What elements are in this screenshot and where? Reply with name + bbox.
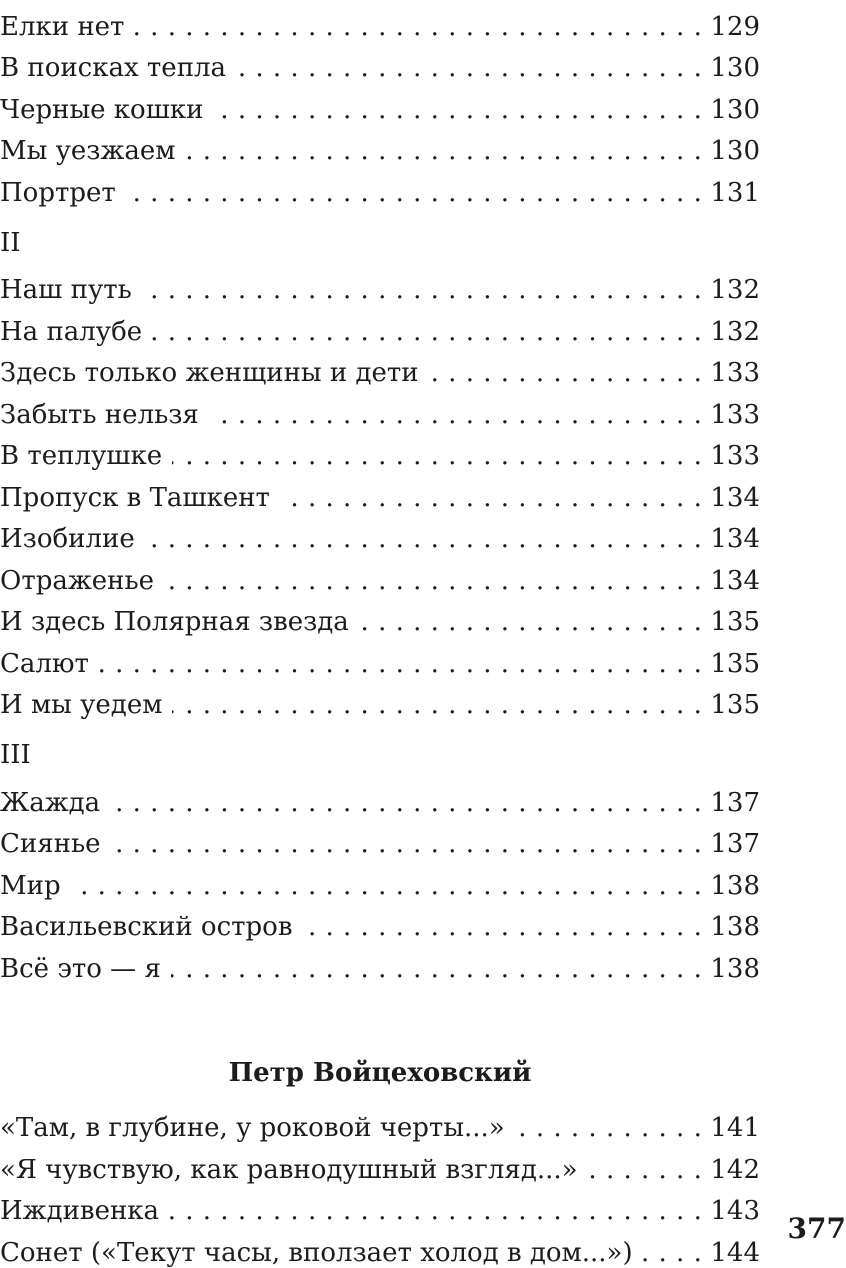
dot-leader xyxy=(302,912,702,942)
toc-entry-title: Мы уезжаем xyxy=(0,136,185,166)
toc-entry-page: 130 xyxy=(702,136,760,166)
toc-entry-title: Отраженье xyxy=(0,566,164,596)
toc-entry-title: Мир xyxy=(0,871,71,901)
toc-entry-page: 144 xyxy=(702,1238,760,1268)
toc-entry-page: 138 xyxy=(702,912,760,942)
toc-entry-page: 134 xyxy=(702,566,760,596)
toc-entry xyxy=(0,942,760,984)
toc-entry xyxy=(0,166,760,208)
toc-entry-page: 137 xyxy=(702,829,760,859)
dot-leader xyxy=(71,871,703,901)
dot-leader xyxy=(280,483,702,513)
dot-leader xyxy=(172,690,702,720)
toc-section xyxy=(0,720,760,984)
toc-entry-title: Сиянье xyxy=(0,829,111,859)
page-number: 377 xyxy=(787,1212,846,1245)
toc-entry-title: Салют xyxy=(0,649,99,679)
dot-leader xyxy=(172,441,702,471)
dot-leader xyxy=(99,649,702,679)
toc-entry xyxy=(0,264,760,306)
dot-leader xyxy=(643,1238,703,1268)
dot-leader xyxy=(209,400,703,430)
toc-section xyxy=(0,208,760,721)
toc-entry-page: 132 xyxy=(702,317,760,347)
dot-leader xyxy=(126,178,703,208)
toc-entry-page: 143 xyxy=(702,1196,760,1226)
toc-entry-page: 138 xyxy=(702,871,760,901)
toc-entry-page: 131 xyxy=(702,178,760,208)
toc-entry-title: Черные кошки xyxy=(0,95,213,125)
dot-leader xyxy=(515,1113,703,1143)
toc-entry-title: Васильевский остров xyxy=(0,912,302,942)
toc-entry-page: 130 xyxy=(702,95,760,125)
toc-entry xyxy=(0,776,760,818)
dot-leader xyxy=(236,53,702,83)
toc-entry-page: 142 xyxy=(702,1155,760,1185)
toc-entry-title: Портрет xyxy=(0,178,126,208)
toc-entry xyxy=(0,901,760,943)
dot-leader xyxy=(359,607,703,637)
toc-entry-title: Наш путь xyxy=(0,275,142,305)
toc-entry-title: «Я чувствую, как равнодушный взгляд...» xyxy=(0,1155,588,1185)
toc-entry-page: 129 xyxy=(702,12,760,42)
toc-entry-page: 135 xyxy=(702,607,760,637)
toc-entry xyxy=(0,347,760,389)
dot-leader xyxy=(152,317,702,347)
toc-entry xyxy=(0,83,760,125)
dot-leader xyxy=(213,95,702,125)
toc-entry-page: 135 xyxy=(702,649,760,679)
toc-entry-title: Елки нет xyxy=(0,12,134,42)
toc-entry xyxy=(0,1143,760,1185)
section-heading: III xyxy=(0,740,31,770)
author-name: Петр Войцеховский xyxy=(228,1057,532,1088)
toc-entry-page: 137 xyxy=(702,788,760,818)
toc-entry xyxy=(0,430,760,472)
dot-leader xyxy=(185,136,702,166)
toc-entry-title: «Там, в глубине, у роковой черты...» xyxy=(0,1113,515,1143)
dot-leader xyxy=(145,524,703,554)
toc-entry-title: Здесь только женщины и дети xyxy=(0,358,429,388)
toc-entry-page: 133 xyxy=(702,358,760,388)
toc-entry xyxy=(0,1185,760,1227)
toc-entry-title: На палубе xyxy=(0,317,152,347)
dot-leader xyxy=(588,1155,703,1185)
toc-entry-page: 138 xyxy=(702,954,760,984)
dot-leader xyxy=(429,358,703,388)
toc-entry xyxy=(0,1102,760,1144)
toc-entry xyxy=(0,471,760,513)
toc-entry-page: 130 xyxy=(702,53,760,83)
toc-entry xyxy=(0,42,760,84)
toc-entry xyxy=(0,859,760,901)
dot-leader xyxy=(169,1196,702,1226)
author-section xyxy=(0,984,760,1268)
dot-leader xyxy=(110,788,702,818)
toc-entry xyxy=(0,1226,760,1268)
toc-section xyxy=(0,0,760,208)
toc-entry-title: И мы уедем xyxy=(0,690,172,720)
toc-entry xyxy=(0,679,760,721)
dot-leader xyxy=(142,275,703,305)
toc-entry xyxy=(0,388,760,430)
toc-entry-page: 134 xyxy=(702,483,760,513)
toc-entry xyxy=(0,818,760,860)
toc-entry-page: 141 xyxy=(702,1113,760,1143)
toc-entry-page: 133 xyxy=(702,441,760,471)
toc-entry-title: В теплушке xyxy=(0,441,172,471)
dot-leader xyxy=(111,829,703,859)
toc-entry-title: И здесь Полярная звезда xyxy=(0,607,359,637)
toc-entry-page: 134 xyxy=(702,524,760,554)
toc-entry-title: В поисках тепла xyxy=(0,53,236,83)
dot-leader xyxy=(171,954,703,984)
toc-entry-title: Сонет («Текут часы, вползает холод в дом...») xyxy=(0,1238,643,1268)
toc-entry-page: 135 xyxy=(702,690,760,720)
toc-entry-title: Пропуск в Ташкент xyxy=(0,483,280,513)
toc-entry xyxy=(0,596,760,638)
dot-leader xyxy=(134,12,702,42)
toc-entry xyxy=(0,125,760,167)
toc-entry-title: Забыть нельзя xyxy=(0,400,209,430)
toc-entry xyxy=(0,513,760,555)
toc-entry xyxy=(0,554,760,596)
toc-entry-title: Изобилие xyxy=(0,524,145,554)
dot-leader xyxy=(164,566,702,596)
section-heading: II xyxy=(0,227,21,258)
toc-entry-title: Иждивенка xyxy=(0,1196,169,1226)
toc-entry-page: 132 xyxy=(702,275,760,305)
toc-entry xyxy=(0,637,760,679)
toc-entry-title: Всё это — я xyxy=(0,954,171,984)
toc-entry xyxy=(0,305,760,347)
toc-entry-title: Жажда xyxy=(0,788,110,818)
toc-entry-page: 133 xyxy=(702,400,760,430)
toc-entry xyxy=(0,0,760,42)
